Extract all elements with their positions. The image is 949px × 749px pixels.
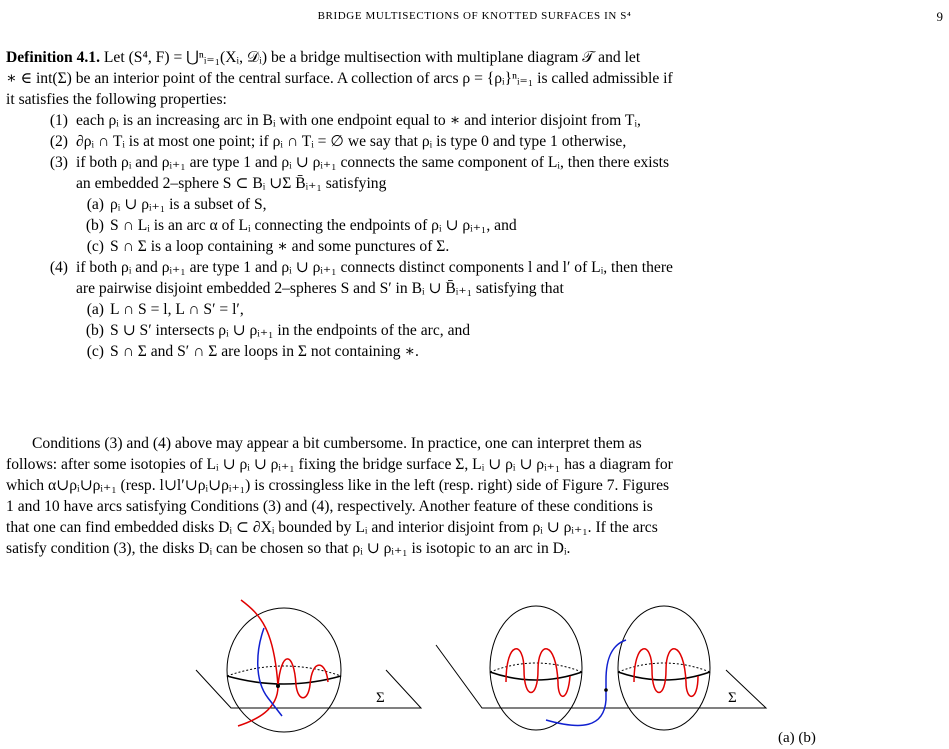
equator-right-1	[490, 672, 582, 680]
property-3b: (b) S ∩ Lᵢ is an arc α of Lᵢ connecting the endpoints of ρᵢ ∪ ρᵢ₊₁, and	[85, 217, 517, 234]
property-item-2: (2) ∂ρᵢ ∩ Tᵢ is at most one point; if ρᵢ ∩ Tᵢ = ∅ we say that ρᵢ is type 0 and type 1 otherwise,	[49, 133, 627, 150]
equator-back-right-1	[490, 663, 582, 672]
rho-arc-left	[258, 628, 282, 716]
right-panel	[436, 606, 766, 730]
property-item-4: (4) if both ρᵢ and ρᵢ₊₁ are type 1 and ρᵢ ∪ ρᵢ₊₁ connects distinct components l and l′ of Lᵢ, then there are pairwise disjoint embedded 2–spheres S and S′ in Bᵢ ∪ B̄ᵢ₊₁ satisfying that	[49, 259, 673, 297]
basepoint-right	[604, 688, 608, 692]
caption-stub: (a) (b)	[778, 730, 816, 746]
equator-left	[227, 676, 341, 684]
sigma-plane-right	[436, 645, 766, 708]
property-4b: (b) S ∪ S′ intersects ρᵢ ∪ ρᵢ₊₁ in the endpoints of the arc, and	[85, 322, 471, 339]
property-3c: (c) S ∩ Σ is a loop containing ∗ and some punctures of Σ.	[86, 238, 450, 255]
sigma-label-left: Σ	[376, 690, 385, 706]
figure-7-diagram	[186, 590, 776, 740]
sphere-right-1	[490, 606, 582, 730]
property-item-1: (1) each ρᵢ is an increasing arc in Bᵢ with one endpoint equal to ∗ and interior disjoint from Tᵢ,	[49, 112, 641, 129]
sphere-left	[227, 608, 341, 732]
property-list	[6, 110, 943, 362]
property-4c: (c) S ∩ Σ and S′ ∩ Σ are loops in Σ not containing ∗.	[86, 343, 419, 360]
page-number: 9	[936, 9, 943, 24]
property-item-3: (3) if both ρᵢ and ρᵢ₊₁ are type 1 and ρᵢ ∪ ρᵢ₊₁ connects the same component of Lᵢ, then there exists an embedded 2–sphere S ⊂ Bᵢ ∪Σ B̄ᵢ₊₁ satisfying	[49, 154, 670, 192]
basepoint-left	[276, 684, 280, 688]
definition-label: Definition 4.1.	[6, 49, 100, 66]
knot-arc-right-1	[506, 649, 570, 697]
knot-arc-left	[278, 659, 328, 698]
definition-line-3: it satisfies the following properties:	[6, 91, 227, 108]
running-head	[6, 6, 943, 26]
sigma-label-right: Σ	[728, 690, 737, 706]
running-title: BRIDGE MULTISECTIONS OF KNOTTED SURFACES IN S⁴	[317, 10, 632, 22]
equator-right-2	[618, 672, 710, 680]
knot-arc-right-2	[634, 649, 698, 697]
definition-line-1: Definition 4.1. Let (S⁴, F) = ⋃ⁿᵢ₌₁(Xᵢ, 𝒟ᵢ) be a bridge multisection with multiplane diagram 𝒯 and let	[6, 49, 641, 66]
sphere-right-2	[618, 606, 710, 730]
definition-block	[6, 47, 943, 110]
equator-back-right-2	[618, 663, 710, 672]
definition-line-2: ∗ ∈ int(Σ) be an interior point of the central surface. A collection of arcs ρ = {ρᵢ}ⁿᵢ₌₁ is called admissible if	[6, 70, 673, 87]
property-3a: (a) ρᵢ ∪ ρᵢ₊₁ is a subset of S,	[86, 196, 267, 213]
property-4a: (a) L ∩ S = l, L ∩ S′ = l′,	[86, 301, 244, 318]
body-paragraph: Conditions (3) and (4) above may appear a bit cumbersome. In practice, one can interpret them as follows: after some isotopies of Lᵢ ∪ ρᵢ ∪ ρᵢ₊₁ fixing the bridge surface Σ, Lᵢ ∪ ρᵢ ∪ ρᵢ₊₁ has a diagram for which α∪ρᵢ∪ρᵢ₊₁ (resp. l∪l′∪ρᵢ∪ρᵢ₊₁) is crossingless like in the left (resp. right) side of Figure 7. Figures 1 and 10 have arcs satisfying Conditions (3) and (4), respectively. Another feature of these conditions is that one can find embedded disks Dᵢ ⊂ ∂Xᵢ bounded by Lᵢ and interior disjoint from ρᵢ ∪ ρᵢ₊₁. If the arcs satisfy condition (3), the disks Dᵢ can be chosen so that ρᵢ ∪ ρᵢ₊₁ is isotopic to an arc in Dᵢ.	[6, 435, 673, 557]
left-panel	[196, 600, 421, 732]
